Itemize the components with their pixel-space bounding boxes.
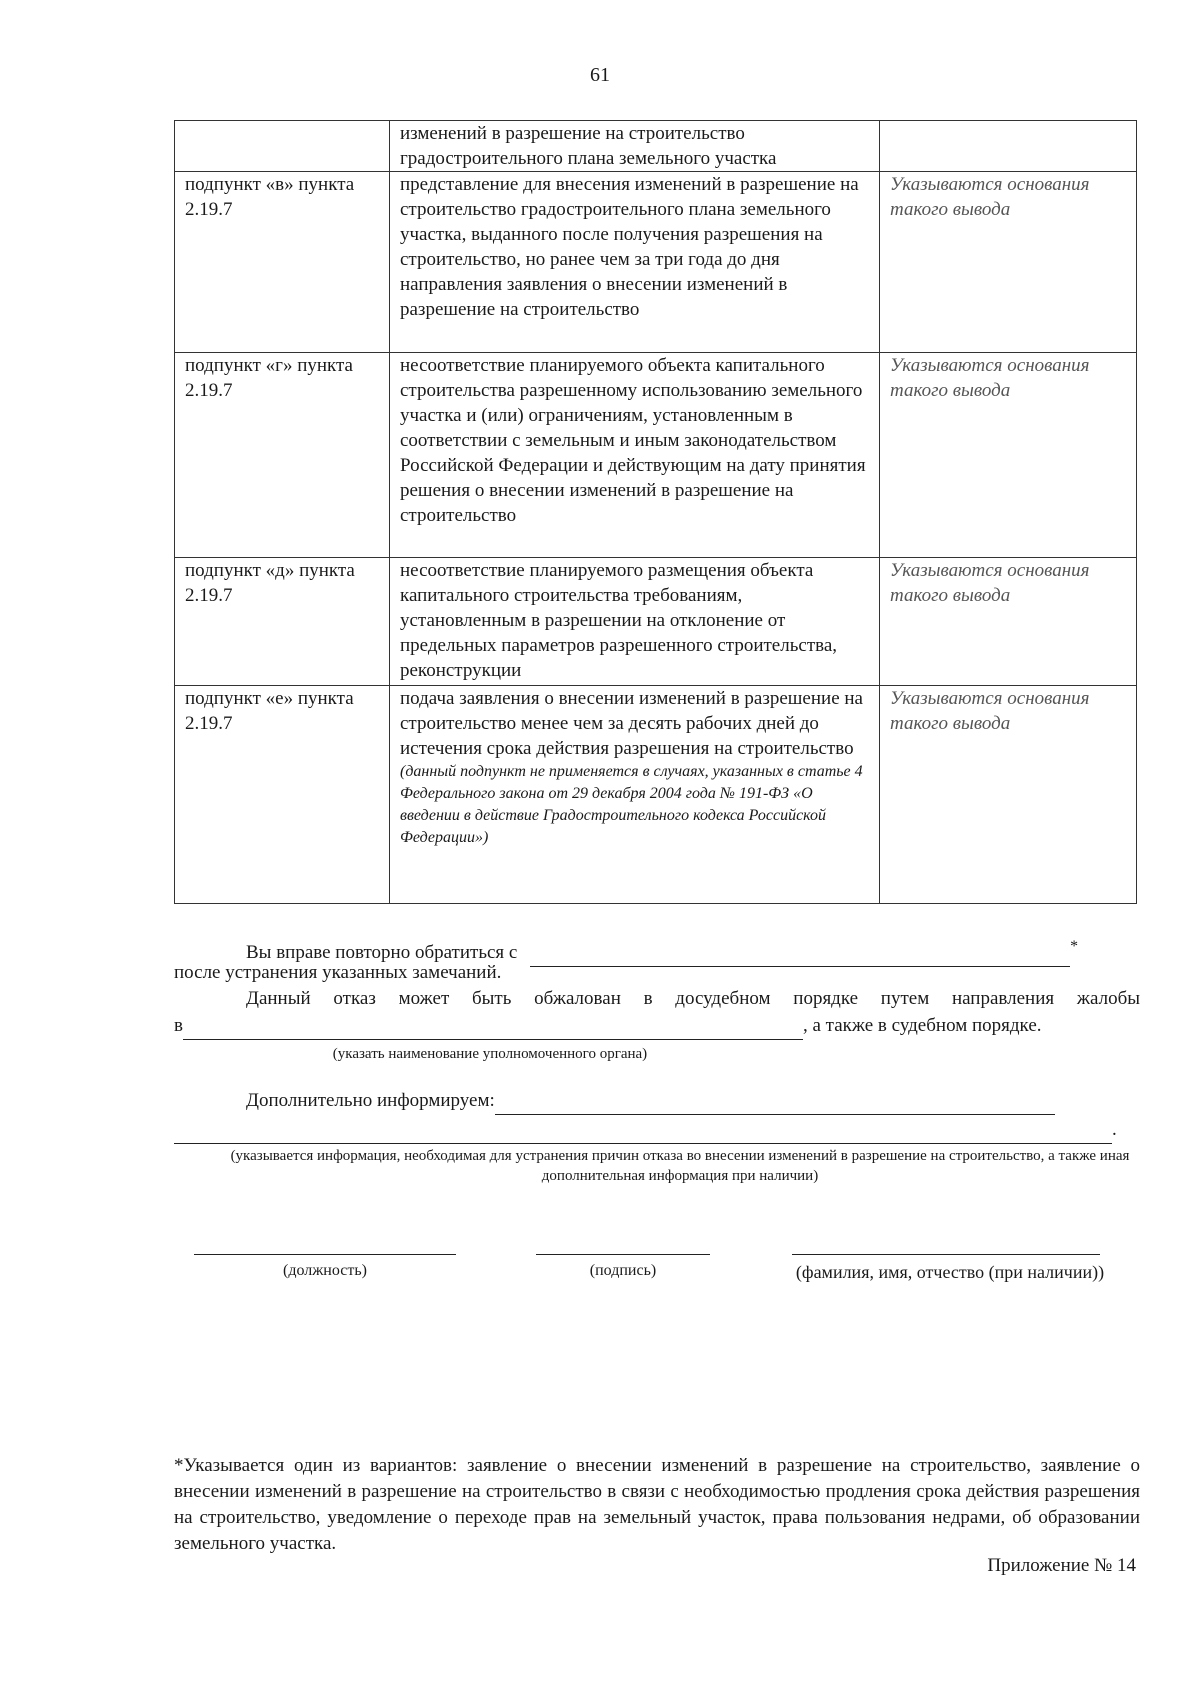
table-row — [175, 353, 1137, 558]
row-note — [880, 121, 1137, 172]
additional-blank — [495, 1088, 1055, 1115]
table-row — [175, 686, 1137, 904]
row-ground-note: (данный подпункт не применяется в случаях, указанных в статье 4 Федерального закона от 29 декабря 2004 года № 191-ФЗ «О введении в действие Градостроительного кодекса Российской Федерации») — [400, 763, 863, 846]
position-label: (должность) — [283, 1262, 367, 1279]
signature-label: (подпись) — [589, 1262, 657, 1279]
table-row — [175, 558, 1137, 686]
additional-blank-2 — [174, 1117, 1112, 1144]
row-ground: представление для внесения изменений в разрешение на строительство градостроительного плана земельного участка, выданного после получения разрешения на строительство, но ранее чем за три года до дня направления заявления о внесении изменений в разрешение на строительство — [390, 172, 880, 353]
row-ref: подпункт «г» пункта 2.19.7 — [175, 353, 390, 558]
name-line — [792, 1254, 1100, 1255]
table-row — [175, 121, 1137, 172]
appeal-prefix: в — [174, 1015, 183, 1036]
refusal-grounds-table — [174, 120, 1137, 904]
reapply-prefix: Вы вправе повторно обратиться с — [246, 942, 518, 964]
appeal-hint: (указать наименование уполномоченного органа) — [332, 1046, 648, 1062]
row-note: Указываются основания такого вывода — [880, 558, 1137, 686]
reapply-star: * — [1070, 938, 1079, 955]
appendix-label: Приложение № 14 — [987, 1555, 1136, 1576]
table-row — [175, 172, 1137, 353]
row-note: Указываются основания такого вывода — [880, 353, 1137, 558]
row-ground: несоответствие планируемого объекта капитального строительства разрешенному использованию земельного участка и (или) ограничениям, установленным в соответствии с земельным и иным законодательством Российской Федерации и действующим на дату принятия решения о внесении изменений в разрешение на строительство — [390, 353, 880, 558]
additional-label: Дополнительно информируем: — [246, 1090, 495, 1111]
additional-end: . — [1112, 1119, 1117, 1140]
row-ref: подпункт «е» пункта 2.19.7 — [175, 686, 390, 904]
row-ground: подача заявления о внесении изменений в разрешение на строительство менее чем за десять рабочих дней до истечения срока действия разрешения на строительство — [400, 688, 863, 759]
page-number: 61 — [590, 64, 610, 86]
additional-hint: (указывается информация, необходимая для устранения причин отказа во внесении изменений в разрешение на строительство, а также иная дополнительная информация при наличии) — [230, 1148, 1130, 1184]
row-ground-cell — [390, 686, 880, 904]
name-label: (фамилия, имя, отчество (при наличии)) — [795, 1262, 1105, 1282]
reapply-blank — [530, 940, 1070, 967]
additional-line — [246, 1088, 1126, 1115]
signature-line — [536, 1254, 710, 1255]
additional-line-2 — [174, 1117, 1140, 1144]
row-note: Указываются основания такого вывода — [880, 686, 1137, 904]
reapply-suffix: после устранения указанных замечаний. — [174, 962, 502, 983]
appeal-suffix: , а также в судебном порядке. — [802, 1015, 1042, 1036]
position-line — [194, 1254, 456, 1255]
row-ground: изменений в разрешение на строительство градостроительного плана земельного участка — [390, 121, 880, 172]
appeal-blank — [183, 1013, 803, 1040]
row-ref: подпункт «д» пункта 2.19.7 — [175, 558, 390, 686]
row-ref — [175, 121, 390, 172]
appeal-text: Данный отказ может быть обжалован в досудебном порядке путем направления жалобы — [246, 988, 1140, 1009]
footnote: *Указывается один из вариантов: заявление о внесении изменений в разрешение на строительство, заявление о внесении изменений в разрешение на строительство в связи с необходимостью продления срока действия разрешения на строительство, уведомление о переходе прав на земельный участок, права пользования недрами, об образовании земельного участка. — [174, 1455, 1140, 1554]
row-ground: несоответствие планируемого размещения объекта капитального строительства требованиям, установленным в разрешении на отклонение от предельных параметров разрешенного строительства, реконструкции — [390, 558, 880, 686]
row-note: Указываются основания такого вывода — [880, 172, 1137, 353]
appeal-line — [174, 1013, 1140, 1040]
row-ref: подпункт «в» пункта 2.19.7 — [175, 172, 390, 353]
